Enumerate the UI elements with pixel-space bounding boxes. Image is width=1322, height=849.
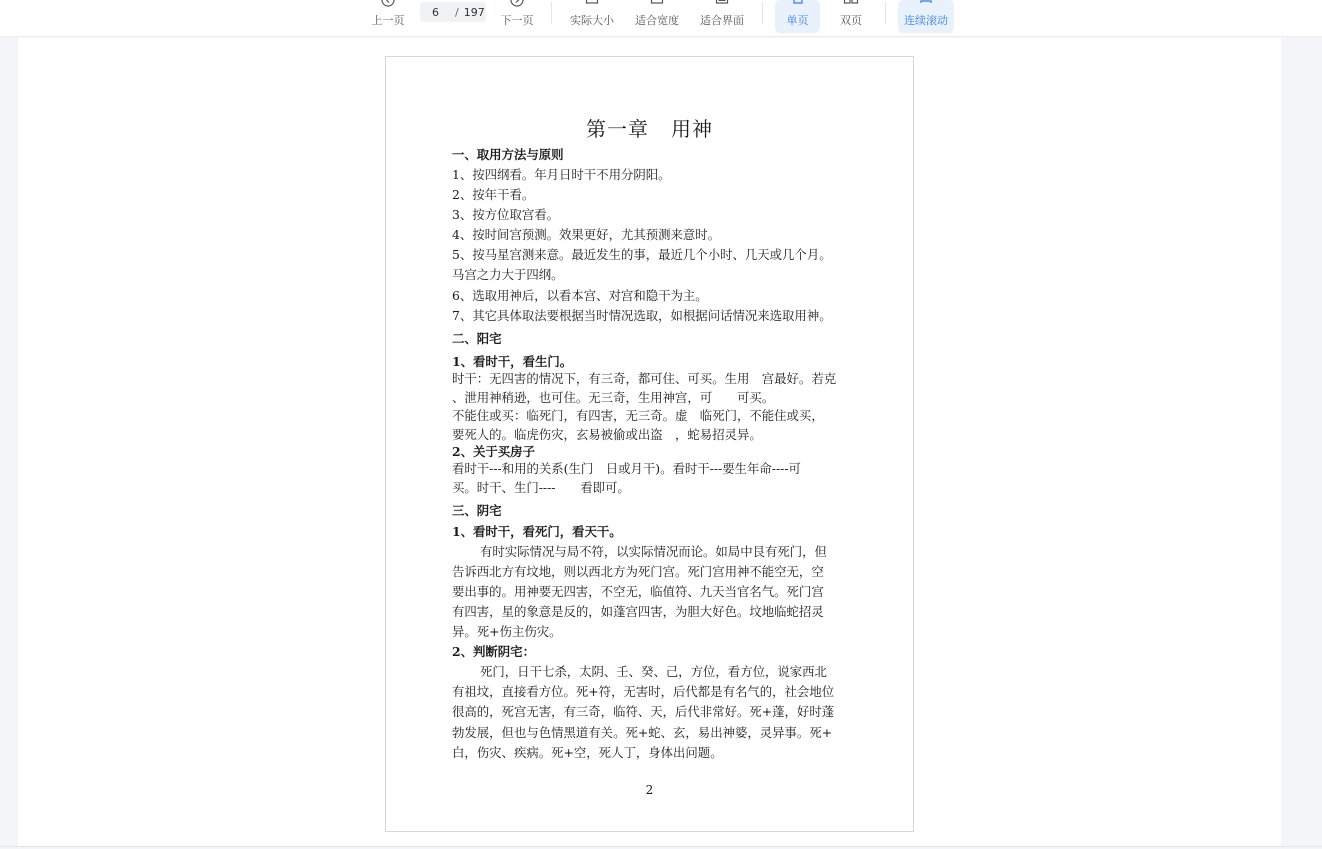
toolbar-divider — [885, 2, 886, 24]
double-page-button[interactable] — [830, 0, 872, 33]
chapter-name: 用神 — [671, 117, 713, 141]
text-line: 6、选取用神后，以看本宫、对宫和隐干为主。 — [452, 288, 708, 303]
text-line: 、泄用神稍逊，也可住。无三奇，生用神宫，可 可买。 — [452, 390, 775, 405]
current-page-value: 6 — [432, 5, 439, 19]
text-line: 7、其它具体取法要根据当时情况选取，如根据问话情况来选取用神。 — [452, 308, 832, 323]
fit-width-button[interactable] — [631, 0, 683, 33]
text-line: 告诉西北方有坟地，则以西北方为死门宫。死门宫用神不能空无，空 — [452, 564, 824, 579]
text-line: 1、按四纲看。年月日时干不用分阴阳。 — [452, 167, 671, 182]
continuous-scroll-label: 连续滚动 — [904, 14, 948, 27]
section-heading: 三、阴宅 — [452, 503, 502, 518]
section-heading: 二、阳宅 — [452, 331, 502, 346]
chevron-left-circle-icon — [381, 0, 395, 9]
text-line: 有祖坟，直接看方位。死+符，无害时，后代都是有名气的，社会地位 — [452, 684, 835, 699]
single-page-icon — [791, 0, 805, 9]
text-line: 死门，日干七杀，太阴、壬、癸、己，方位，看方位，说家西北 — [480, 664, 827, 679]
text-line: 马宫之力大于四纲。 — [452, 267, 564, 282]
text-line: 要死人的。临虎伤灾，玄易被偷或出盗 ，蛇易招灵异。 — [452, 427, 762, 442]
text-line: 看时干---和用的关系(生门 日或月干)。看时干---要生年命----可 — [452, 461, 801, 476]
subsection-heading: 1、看时干，看死门，看天干。 — [452, 524, 622, 539]
prev-page-button[interactable] — [366, 0, 410, 33]
text-line: 时干：无四害的情况下，有三奇，都可住、可买。生用 宫最好。若克 — [452, 371, 837, 386]
text-line: 5、按马星宫测来意。最近发生的事，最近几个小时、几天或几个月。 — [452, 247, 832, 262]
subsection-heading: 2、关于买房子 — [452, 444, 535, 459]
document-page — [385, 56, 914, 832]
fit-width-label: 适合宽度 — [635, 14, 679, 27]
chapter-title — [386, 113, 913, 142]
next-page-label: 下一页 — [500, 14, 534, 27]
text-line: 要出事的。用神要无四害，不空无，临值符、九天当官名气。死门宫 — [452, 584, 824, 599]
fit-page-label: 适合界面 — [700, 14, 744, 27]
continuous-scroll-button[interactable] — [898, 0, 954, 33]
subsection-heading: 1、看时干，看生门。 — [452, 354, 573, 369]
single-page-button[interactable] — [775, 0, 820, 33]
text-line: 异。死+伤主伤灾。 — [452, 624, 562, 639]
page-number-input[interactable] — [420, 2, 486, 22]
viewer-bottom-border — [0, 846, 1322, 847]
total-pages-value: 197 — [463, 5, 485, 19]
chapter-word: 第一章 — [586, 117, 649, 141]
text-line: 有时实际情况与局不符，以实际情况而论。如局中艮有死门，但 — [480, 544, 827, 559]
text-line: 4、按时间宫预测。效果更好，尤其预测来意时。 — [452, 227, 721, 242]
toolbar-divider — [551, 2, 552, 24]
fit-page-button[interactable] — [696, 0, 748, 33]
fit-width-icon — [650, 0, 664, 9]
prev-page-label: 上一页 — [371, 14, 405, 27]
page-separator: / — [455, 5, 459, 19]
toolbar-divider — [762, 2, 763, 24]
section-heading: 一、取用方法与原则 — [452, 147, 564, 162]
chevron-right-circle-icon — [510, 0, 524, 9]
double-page-label: 双页 — [840, 14, 862, 27]
text-line: 白，伤灾、疾病。死+空，死人丁，身体出问题。 — [452, 745, 723, 760]
text-line: 2、按年干看。 — [452, 187, 535, 202]
double-page-icon — [843, 0, 859, 9]
single-page-label: 单页 — [786, 14, 809, 27]
fit-page-icon — [715, 0, 729, 9]
text-line: 勃发展，但也与色情黑道有关。死+蛇、玄，易出神婆，灵异事。死+ — [452, 725, 833, 740]
actual-size-label: 实际大小 — [570, 14, 614, 27]
text-line: 很高的，死宫无害，有三奇，临符、天，后代非常好。死+蓬，好时蓬 — [452, 704, 835, 719]
actual-size-icon — [585, 0, 599, 9]
text-line: 有四害，星的象意是反的，如蓬宫四害，为胆大好色。坟地临蛇招灵 — [452, 604, 824, 619]
text-line: 3、按方位取宫看。 — [452, 207, 560, 222]
continuous-scroll-icon — [919, 0, 933, 9]
subsection-heading: 2、判断阴宅： — [452, 644, 535, 659]
next-page-button[interactable] — [495, 0, 539, 33]
page-number: 2 — [645, 783, 654, 797]
text-line: 不能住或买：临死门，有四害，无三奇。虚 临死门，不能住或买， — [452, 408, 824, 423]
viewer-toolbar — [0, 0, 1322, 37]
text-line: 买。时干、生门---- 看即可。 — [452, 480, 630, 495]
actual-size-button[interactable] — [566, 0, 618, 33]
